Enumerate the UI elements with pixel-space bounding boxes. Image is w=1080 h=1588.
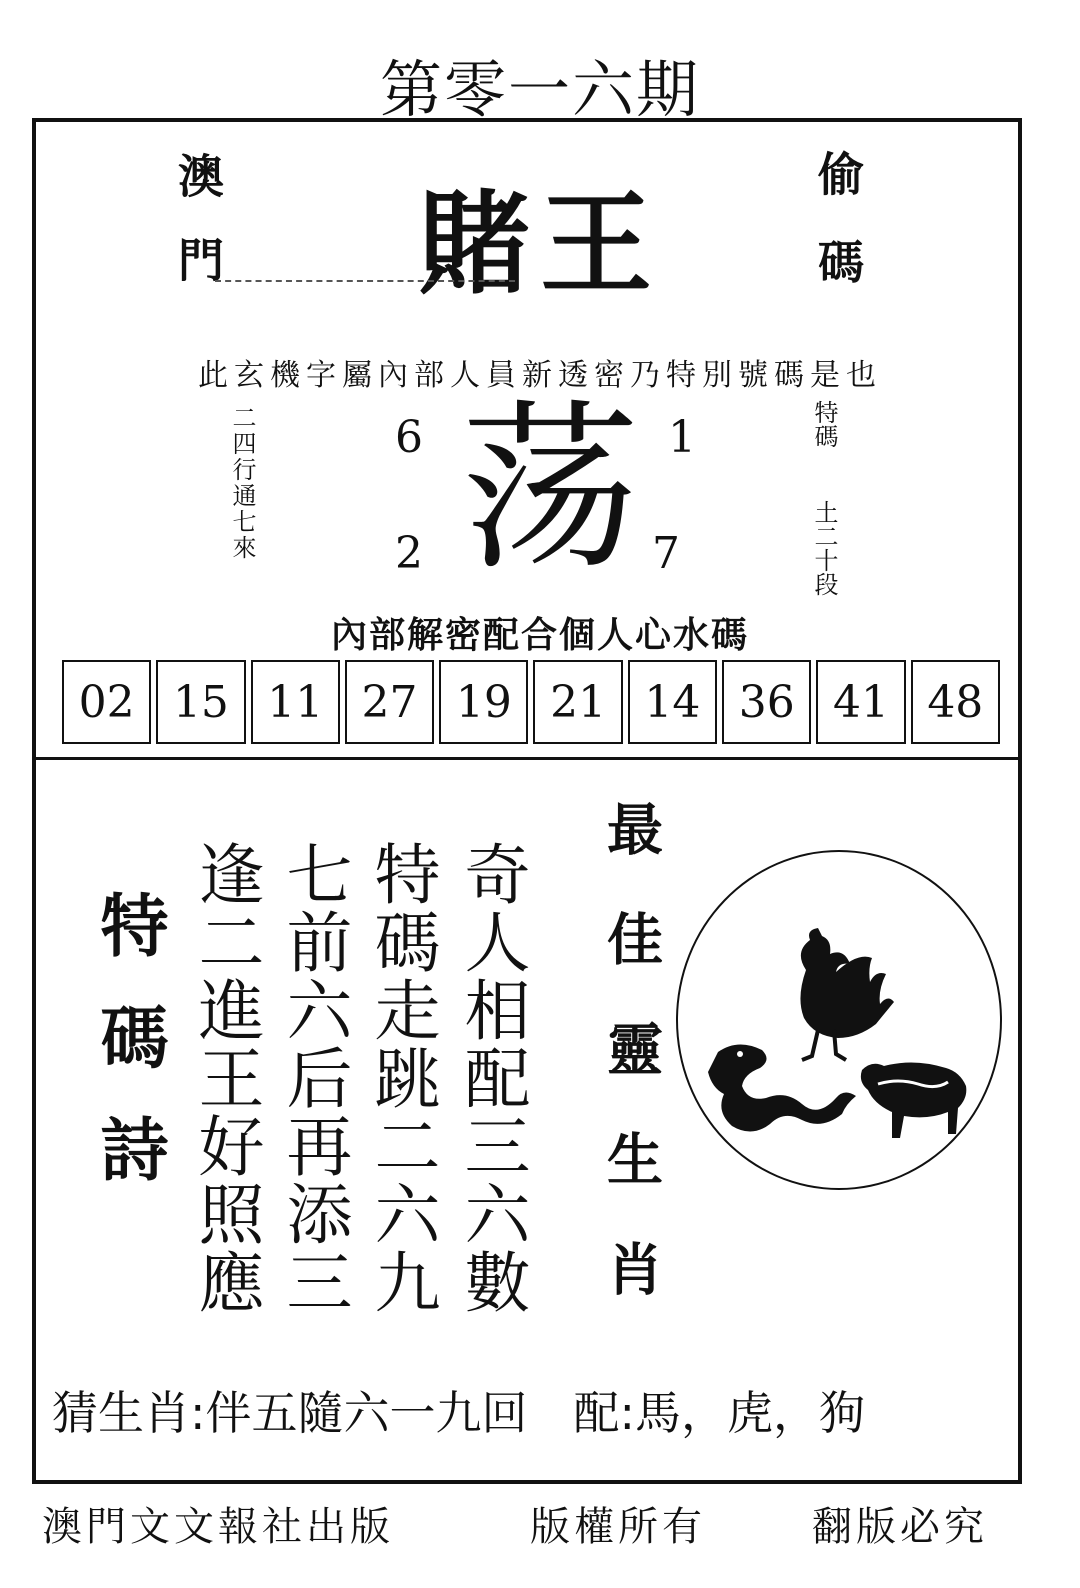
poem-line: 奇人相配三六數 xyxy=(453,840,530,1316)
issue-title: 第零一六期 xyxy=(379,53,700,126)
dragon-icon xyxy=(708,1044,856,1131)
digit-bottom-right: 7 xyxy=(652,528,680,579)
side-label-left: 澳門 xyxy=(171,152,225,320)
subtitle: 此玄機字屬內部人員新透密乃特別號碼是也 xyxy=(198,358,882,393)
digit-bottom-left: 2 xyxy=(395,528,423,579)
number-box: 21 xyxy=(533,660,622,744)
center-character: 荡 xyxy=(460,385,641,594)
section-divider xyxy=(32,757,1022,760)
poem-line: 七前六后再添三 xyxy=(275,840,352,1316)
number-box: 02 xyxy=(62,660,151,744)
zodiac-circle xyxy=(676,850,1002,1190)
main-title: 賭王 xyxy=(418,180,662,310)
footer-warning: 翻版必究 xyxy=(812,1504,988,1550)
number-box: 15 xyxy=(156,660,245,744)
number-box: 36 xyxy=(722,660,811,744)
left-vertical-hint: 二四行通七來 xyxy=(228,405,256,561)
rooster-icon xyxy=(800,928,894,1060)
number-box: 27 xyxy=(345,660,434,744)
poem-line: 逢二進王好照應 xyxy=(187,840,264,1316)
number-box: 48 xyxy=(911,660,1000,744)
number-box: 11 xyxy=(251,660,340,744)
guess-zodiac-line: 猜生肖:伴五隨六一九回 配:馬，虎，狗 xyxy=(52,1386,865,1440)
number-box: 41 xyxy=(816,660,905,744)
right-vertical-hint-bottom: 土二十段 xyxy=(810,500,838,596)
footer-rights: 版權所有 xyxy=(530,1504,706,1550)
poem-line: 特碼走跳二六九 xyxy=(363,840,440,1316)
number-row xyxy=(62,660,1000,744)
poem-title: 特碼詩 xyxy=(89,890,168,1226)
number-box: 19 xyxy=(439,660,528,744)
ox-icon xyxy=(861,1062,966,1138)
digit-top-right: 1 xyxy=(668,412,696,463)
side-label-right: 偷碼 xyxy=(811,150,865,326)
best-zodiac-title: 最佳靈生肖 xyxy=(598,800,663,1350)
footer-publisher: 澳門文文報社出版 xyxy=(42,1504,394,1550)
title-underline xyxy=(215,280,515,282)
number-box: 14 xyxy=(628,660,717,744)
decode-line: 內部解密配合個人心水碼 xyxy=(330,615,749,656)
right-vertical-hint-top: 特碼 xyxy=(810,400,838,448)
digit-top-left: 6 xyxy=(395,412,423,463)
